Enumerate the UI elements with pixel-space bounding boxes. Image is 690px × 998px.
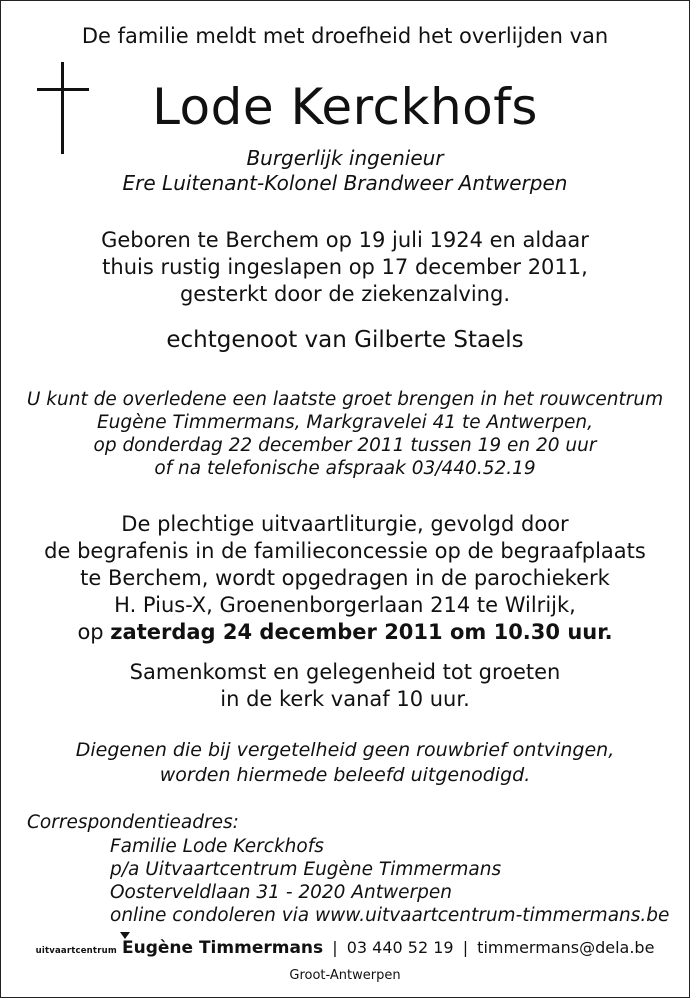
correspondence-label: Correspondentieadres:	[27, 812, 239, 833]
title-line: Burgerlijk ingenieur	[246, 146, 444, 170]
funeral-home-footer	[0, 938, 690, 958]
funeral-line: te Berchem, wordt opgedragen in de parochiekerk	[80, 566, 610, 590]
funeral-text	[0, 511, 690, 646]
footer-region: Groot-Antwerpen	[289, 968, 401, 983]
spouse-text: echtgenoot van Gilberte Staels	[166, 327, 524, 353]
deceased-titles	[0, 146, 690, 196]
birth-line: Geboren te Berchem op 19 juli 1924 en aldaar	[101, 228, 589, 252]
visitation-line: U kunt de overledene een laatste groet brengen in het rouwcentrum	[26, 389, 664, 410]
visitation-line: op donderdag 22 december 2011 tussen 19 en 20 uur	[93, 435, 597, 456]
gathering-text	[0, 659, 690, 713]
footer-separator: |	[462, 938, 469, 957]
funeral-date: zaterdag 24 december 2011 om 10.30 uur.	[110, 620, 613, 644]
birth-death-text	[0, 227, 690, 308]
gathering-line: in de kerk vanaf 10 uur.	[220, 687, 470, 711]
note-line: worden hiermede beleefd uitgenodigd.	[159, 764, 531, 786]
note-line: Diegenen die bij vergetelheid geen rouwbrief ontvingen,	[75, 739, 615, 761]
visitation-text	[0, 388, 690, 480]
funeral-date-line	[0, 619, 690, 646]
funeral-line: H. Pius-X, Groenenborgerlaan 214 te Wilrijk,	[114, 593, 576, 617]
brand-triangle-icon	[120, 932, 130, 939]
correspondence-line: Familie Lode Kerckhofs	[110, 836, 324, 857]
funeral-date-prefix: op	[77, 620, 111, 644]
footer-small-label: uitvaartcentrum	[35, 946, 117, 956]
funeral-line: de begrafenis in de familieconcessie op de begraafplaats	[44, 539, 646, 563]
invitation-note	[0, 738, 690, 788]
footer-brand-name: Eugène Timmermans	[122, 938, 324, 958]
footer-brand	[122, 938, 323, 958]
footer-separator: |	[332, 938, 338, 957]
gathering-line: Samenkomst en gelegenheid tot groeten	[129, 660, 561, 684]
intro-text: De familie meldt met droefheid het overlijden van	[81, 24, 609, 48]
birth-line: thuis rustig ingeslapen op 17 december 2011,	[102, 255, 588, 279]
correspondence-line: Oosterveldlaan 31 - 2020 Antwerpen	[110, 882, 452, 903]
funeral-line: De plechtige uitvaartliturgie, gevolgd door	[121, 512, 569, 536]
birth-line: gesterkt door de ziekenzalving.	[179, 282, 511, 306]
visitation-line: Eugène Timmermans, Markgravelei 41 te Antwerpen,	[96, 412, 594, 433]
title-line: Ere Luitenant-Kolonel Brandweer Antwerpen	[122, 171, 568, 195]
condolence-link[interactable]: online condoleren via www.uitvaartcentrum-timmermans.be	[110, 905, 670, 926]
correspondence-line: p/a Uitvaartcentrum Eugène Timmermans	[110, 859, 502, 880]
correspondence-address	[110, 835, 669, 927]
deceased-name: Lode Kerckhofs	[152, 78, 538, 136]
footer-email[interactable]: timmermans@dela.be	[477, 938, 655, 957]
visitation-line: of na telefonische afspraak 03/440.52.19	[154, 458, 536, 479]
footer-phone: 03 440 52 19	[346, 938, 454, 957]
